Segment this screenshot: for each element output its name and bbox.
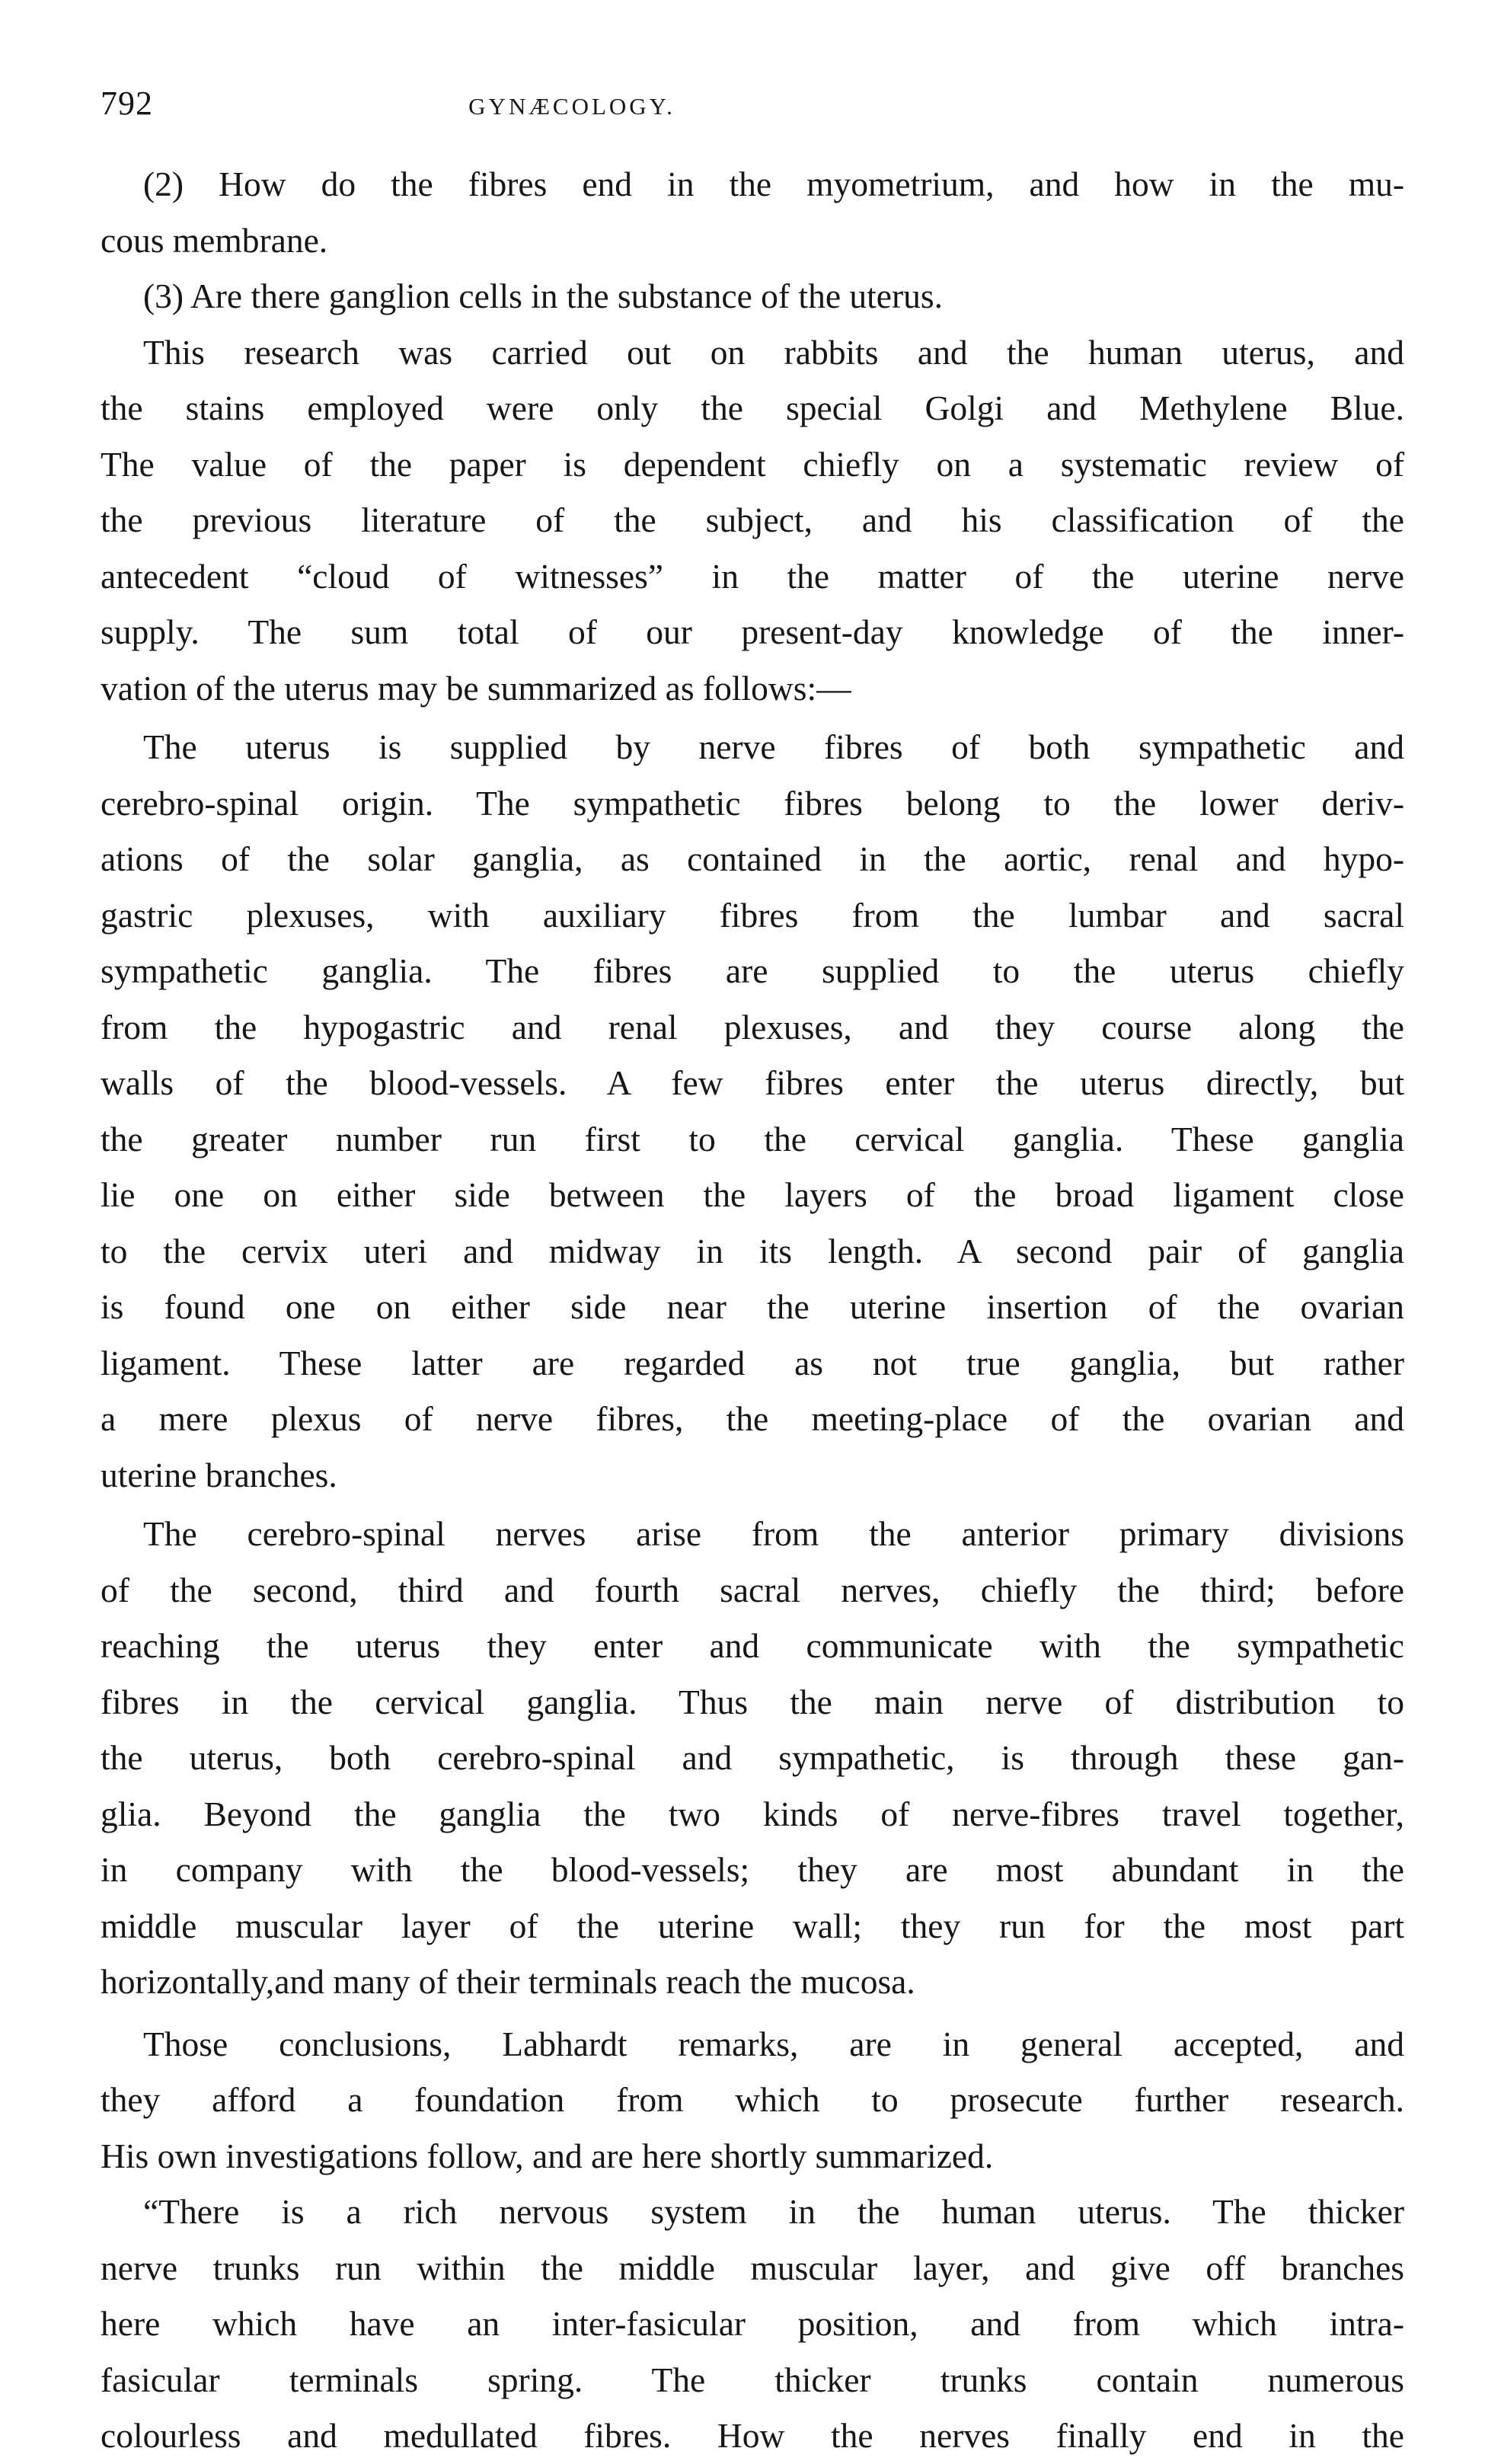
text-line: a mere plexus of nerve fibres, the meeting-place of the ovarian and: [101, 1399, 1404, 1438]
text-line: from the hypogastric and renal plexuses, and they course along the: [101, 1007, 1404, 1047]
text-line: reaching the uterus they enter and communicate with the sympathetic: [101, 1626, 1404, 1665]
text-line: they afford a foundation from which to prosecute further research.: [101, 2080, 1404, 2119]
text-line: The uterus is supplied by nerve fibres of both sympathetic and: [143, 727, 1404, 766]
text-line: walls of the blood-vessels. A few fibres enter the uterus directly, but: [101, 1063, 1404, 1102]
text-line: His own investigations follow, and are here shortly summarized.: [101, 2136, 994, 2175]
text-line: is found one on either side near the uterine insertion of the ovarian: [101, 1287, 1404, 1326]
text-line: cous membrane.: [101, 220, 328, 260]
page-header: [101, 81, 1410, 126]
text-line: (2) How do the fibres end in the myometrium, and how in the mu-: [143, 165, 1404, 203]
body-text: [101, 156, 1404, 2464]
text-line: vation of the uterus may be summarized as follows:—: [101, 668, 851, 708]
text-line: glia. Beyond the ganglia the two kinds of nerve-fibres travel together,: [101, 1794, 1404, 1833]
text-line: “There is a rich nervous system in the human uterus. The thicker: [143, 2192, 1404, 2231]
text-line: of the second, third and fourth sacral nerves, chiefly the third; before: [101, 1570, 1404, 1609]
text-line: the uterus, both cerebro-spinal and sympathetic, is through these gan-: [101, 1738, 1404, 1777]
text-line: nerve trunks run within the middle muscular layer, and give off branches: [101, 2248, 1404, 2287]
text-line: The value of the paper is dependent chiefly on a systematic review of: [101, 444, 1404, 484]
text-line: uterine branches.: [101, 1455, 337, 1494]
text-line: middle muscular layer of the uterine wall; they run for the most part: [101, 1906, 1404, 1945]
text-line: sympathetic ganglia. The fibres are supplied to the uterus chiefly: [101, 951, 1404, 990]
text-line: cerebro-spinal origin. The sympathetic fibres belong to the lower deriv-: [101, 783, 1404, 823]
text-line: This research was carried out on rabbits and the human uterus, and: [143, 332, 1404, 372]
text-line: horizontally,and many of their terminals reach the mucosa.: [101, 1962, 915, 2001]
text-line: Those conclusions, Labhardt remarks, are in general accepted, and: [143, 2024, 1404, 2063]
text-line: ations of the solar ganglia, as contained in the aortic, renal and hypo-: [101, 839, 1404, 878]
text-line: antecedent “cloud of witnesses” in the matter of the uterine nerve: [101, 556, 1404, 596]
running-head: GYNÆCOLOGY.: [468, 93, 675, 120]
text-line: The cerebro-spinal nerves arise from the anterior primary divisions: [143, 1514, 1404, 1553]
text-line: fasicular terminals spring. The thicker trunks contain numerous: [101, 2360, 1404, 2399]
page-number: 792: [101, 85, 153, 122]
text-line: fibres in the cervical ganglia. Thus the main nerve of distribution to: [101, 1682, 1404, 1721]
text-line: gastric plexuses, with auxiliary fibres from the lumbar and sacral: [101, 895, 1404, 935]
text-line: supply. The sum total of our present-day knowledge of the inner-: [101, 612, 1404, 651]
text-line: in company with the blood-vessels; they are most abundant in the: [101, 1850, 1404, 1889]
text-line: here which have an inter-fasicular position, and from which intra-: [101, 2304, 1404, 2343]
text-line: ligament. These latter are regarded as not true ganglia, but rather: [101, 1343, 1404, 1382]
text-line: the previous literature of the subject, and his classification of the: [101, 500, 1404, 539]
text-line: lie one on either side between the layers of the broad ligament close: [101, 1175, 1404, 1214]
text-line: to the cervix uteri and midway in its length. A second pair of ganglia: [101, 1231, 1404, 1270]
text-line: the stains employed were only the special Golgi and Methylene Blue.: [101, 388, 1404, 427]
text-line: (3) Are there ganglion cells in the substance of the uterus.: [143, 276, 943, 315]
text-line: colourless and medullated fibres. How the nerves finally end in the: [101, 2416, 1404, 2455]
text-line: the greater number run first to the cervical ganglia. These ganglia: [101, 1119, 1404, 1158]
